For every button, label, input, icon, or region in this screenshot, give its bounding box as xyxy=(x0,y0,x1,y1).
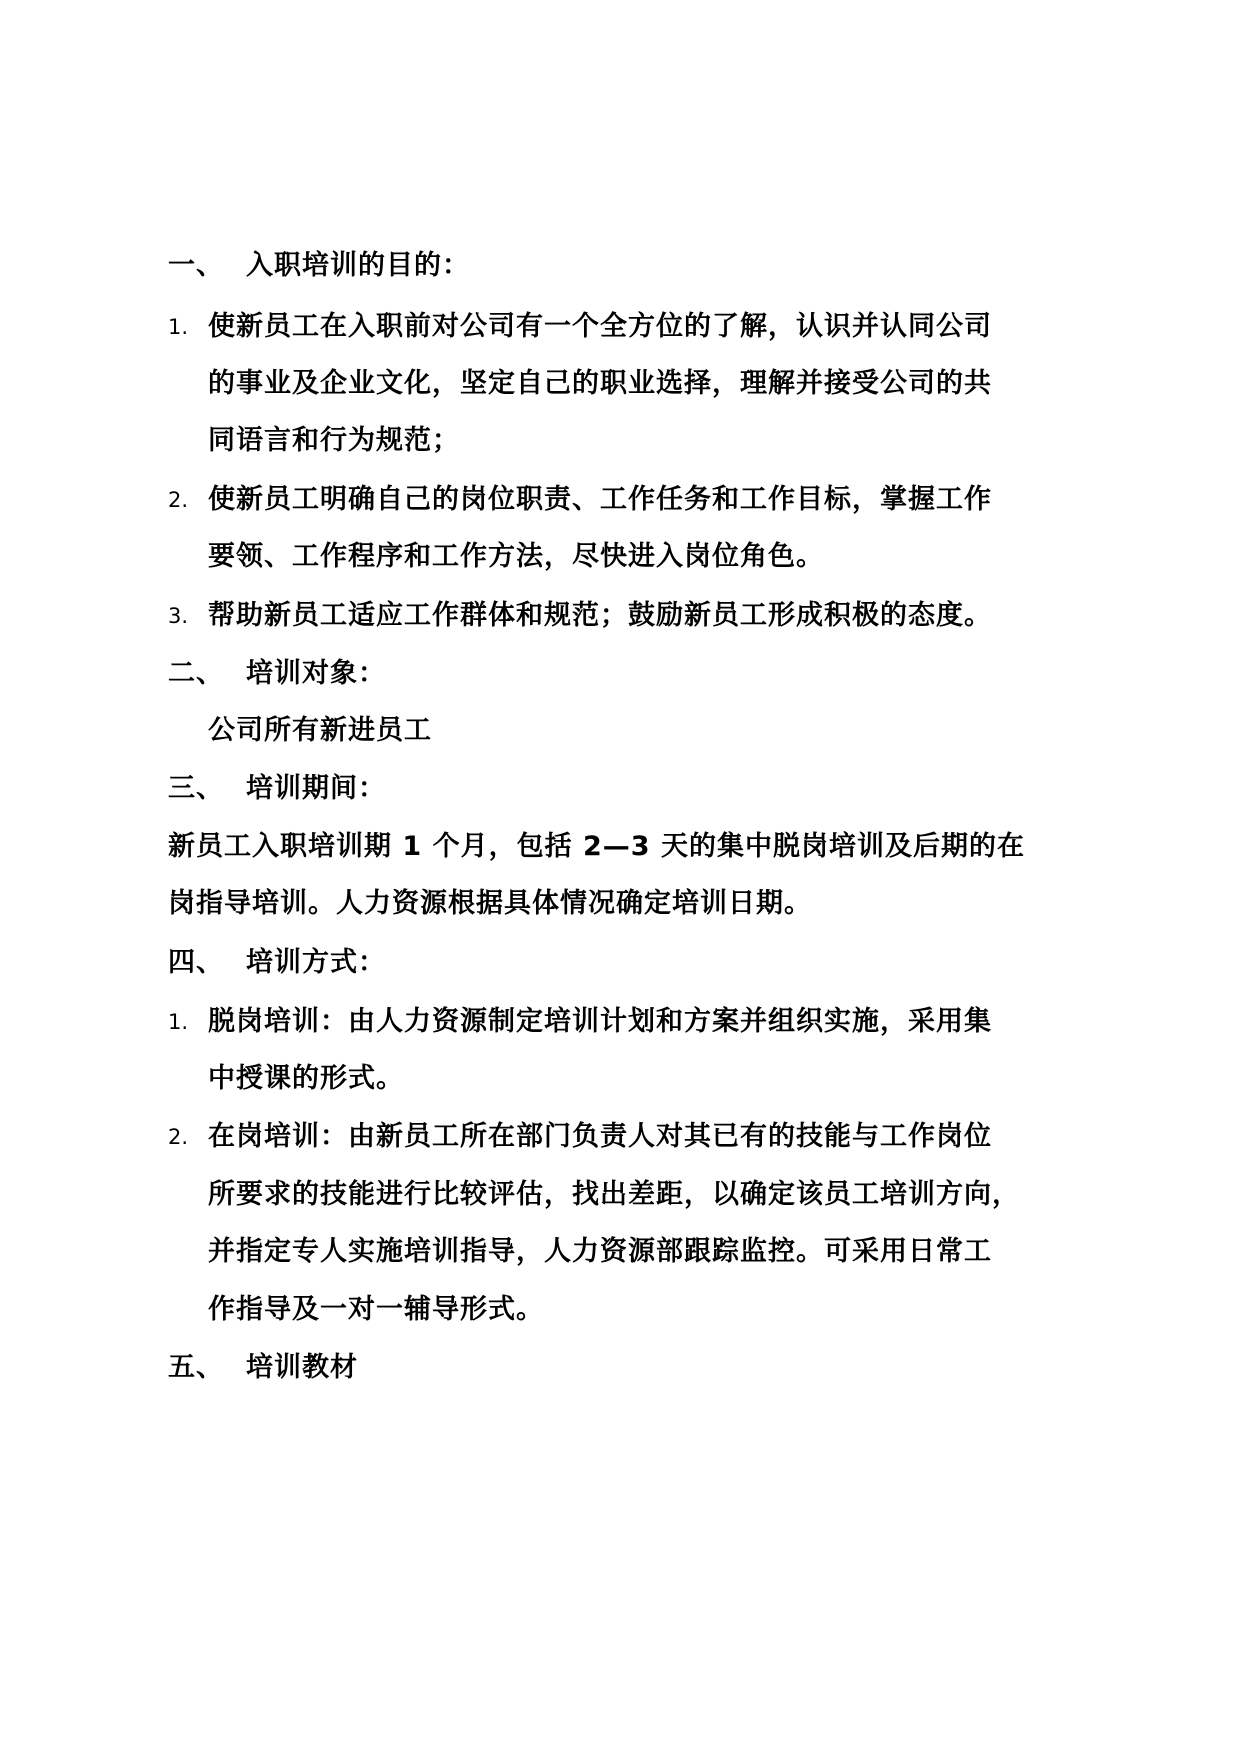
paragraph-line-text: 新员工入职培训期 1 个月，包括 2—3 天的集中脱岗培训及后期的在 xyxy=(168,831,1025,862)
list-marker: 2. xyxy=(168,1125,189,1149)
section-title: 培训期间： xyxy=(246,773,386,804)
paragraph-line-text: 同语言和行为规范； xyxy=(208,425,460,456)
section-number: 四、 xyxy=(168,947,224,978)
paragraph-line: 使新员工在入职前对公司有一个全方位的了解，认识并认同公司 xyxy=(208,311,992,342)
section-number: 二、 xyxy=(168,658,224,689)
paragraph-line: 在岗培训：由新员工所在部门负责人对其已有的技能与工作岗位 xyxy=(208,1121,992,1152)
paragraph-line: 脱岗培训：由人力资源制定培训计划和方案并组织实施，采用集 xyxy=(208,1006,992,1037)
paragraph-line-text: 中授课的形式。 xyxy=(208,1063,404,1094)
paragraph-line-text: 公司所有新进员工 xyxy=(208,715,432,746)
paragraph-line: 使新员工明确自己的岗位职责、工作任务和工作目标，掌握工作 xyxy=(208,484,992,515)
section-number: 五、 xyxy=(168,1352,224,1383)
section-number: 三、 xyxy=(168,773,224,804)
section-title: 入职培训的目的： xyxy=(246,250,470,281)
list-marker: 2. xyxy=(168,488,189,512)
paragraph-line-text: 要领、工作程序和工作方法，尽快进入岗位角色。 xyxy=(208,541,824,572)
paragraph-line-text: 并指定专人实施培训指导，人力资源部跟踪监控。可采用日常工 xyxy=(208,1236,992,1267)
section-number: 一、 xyxy=(168,250,224,281)
paragraph-line-text: 作指导及一对一辅导形式。 xyxy=(208,1294,544,1325)
paragraph-line-text: 岗指导培训。人力资源根据具体情况确定培训日期。 xyxy=(168,888,812,919)
paragraph-line: 帮助新员工适应工作群体和规范；鼓励新员工形成积极的态度。 xyxy=(208,600,992,631)
section-title: 培训方式： xyxy=(246,947,386,978)
section-title: 培训对象： xyxy=(246,658,386,689)
paragraph-line-text: 的事业及企业文化，坚定自己的职业选择，理解并接受公司的共 xyxy=(208,368,992,399)
section-title: 培训教材 xyxy=(246,1352,358,1383)
list-marker: 1. xyxy=(168,1010,189,1034)
list-marker: 3. xyxy=(168,604,189,628)
paragraph-line-text: 所要求的技能进行比较评估，找出差距，以确定该员工培训方向， xyxy=(208,1179,1020,1210)
list-marker: 1. xyxy=(168,315,189,339)
